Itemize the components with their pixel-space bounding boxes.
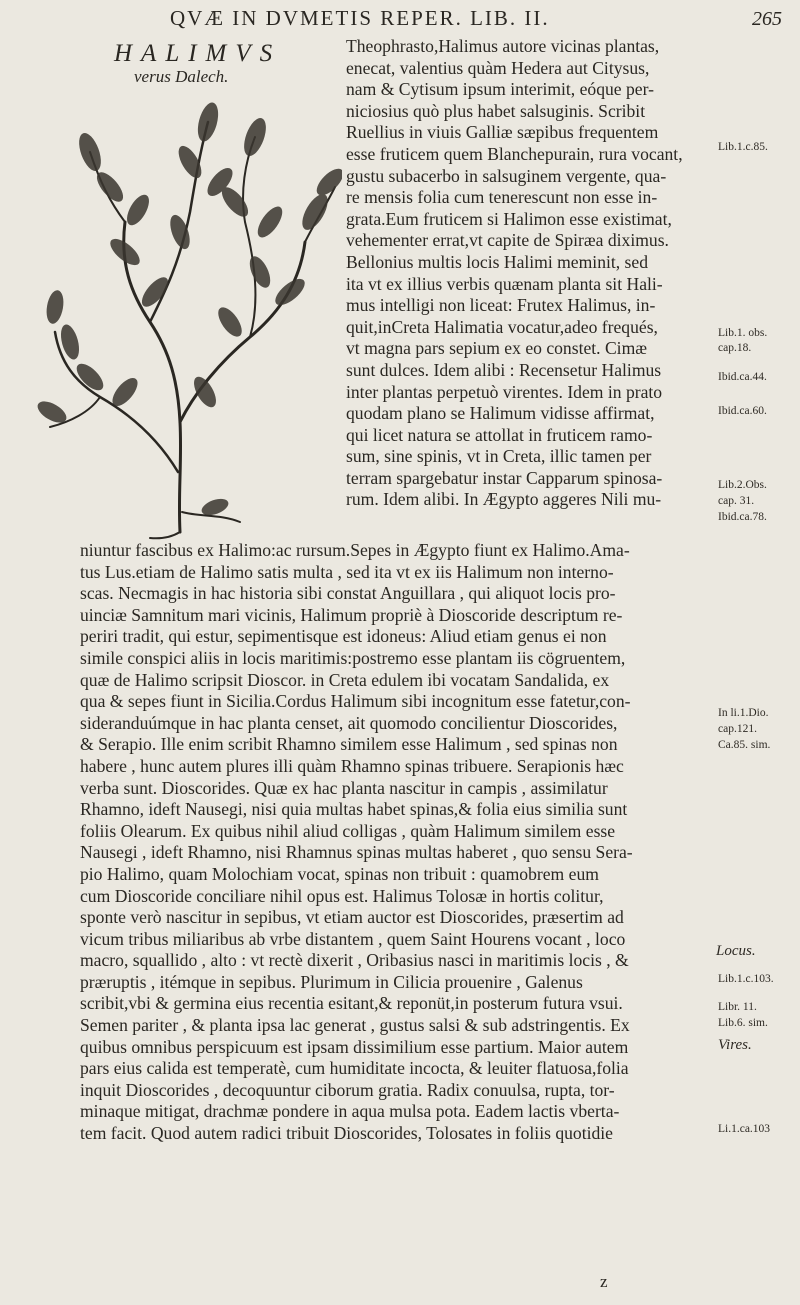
text-line: præruptis , itémque in sepibus. Plurimum in Cilicia prouenire , Galenus xyxy=(80,971,583,992)
text-line: pars eius calida est temperatè, cum humiditate incocta, & leuiter flatuosa,folia xyxy=(80,1058,629,1079)
margin-note: In li.1.Dio. xyxy=(718,707,769,719)
text-line: & Serapio. Ille enim scribit Rhamno similem esse Halimum , sed spinas non xyxy=(80,734,618,755)
margin-note: Ibid.ca.60. xyxy=(718,405,767,417)
text-line: habere , hunc autem plures illi quàm Rhamno spinas tribuere. Serapionis hæc xyxy=(80,755,624,776)
text-line: tem facit. Quod autem radici tribuit Dioscorides, Tolosates in foliis quotidie xyxy=(80,1123,613,1144)
margin-note: Lib.6. sim. xyxy=(718,1017,768,1029)
margin-note: Ibid.ca.44. xyxy=(718,371,767,383)
text-line: pio Halimo, quam Molochiam vocat, spinas non tribuit : quamobrem eum xyxy=(80,863,599,884)
margin-heading-locus: Locus. xyxy=(716,943,756,959)
figure-subtitle: verus Dalech. xyxy=(134,67,229,86)
text-line: terram spargebatur instar Capparum spinosa- xyxy=(346,467,663,488)
text-line: minaque mitigat, drachmæ pondere in aqua mulsa pota. Eadem lactis vberta- xyxy=(80,1101,620,1122)
text-line: quit,inCreta Halimatia vocatur,adeo frequés, xyxy=(346,316,658,337)
figure-title: HALIMVS xyxy=(114,40,282,67)
body-text-top xyxy=(346,36,683,511)
text-line: verba sunt. Dioscorides. Quæ ex hac planta nascitur in campis , assimilatur xyxy=(80,777,608,798)
text-line: grata.Eum fruticem si Halimon esse existimat, xyxy=(346,208,672,229)
halimus-plant-illustration xyxy=(30,92,342,540)
text-line: mus intelligi non liceat: Frutex Halimus, in- xyxy=(346,295,656,316)
text-line: rum. Idem alibi. In Ægypto aggeres Nili mu- xyxy=(346,489,662,510)
text-line: simile conspici aliis in locis maritimis:postremo esse plantam iis cögruentem, xyxy=(80,647,626,668)
text-line: ita vt ex illius verbis quænam planta sit Hali- xyxy=(346,273,663,294)
text-line: cum Dioscoride conciliare nihil opus est. Halimus Tolosæ in hortis colitur, xyxy=(80,885,604,906)
text-line: Nausegi , ideft Rhamno, nisi Rhamnus spinas multas haberet , quo sensu Sera- xyxy=(80,842,633,863)
text-line: tus Lus.etiam de Halimo satis multa , sed ita vt ex iis Halimum non interno- xyxy=(80,561,614,582)
margin-note: cap.18. xyxy=(718,342,752,354)
text-line: scribit,vbi & germina eius recentia esitant,& reponüt,in posterum futura vsui. xyxy=(80,993,623,1014)
body-text-full xyxy=(80,540,633,1145)
text-line: nam & Cytisum ipsum interimit, eóque per- xyxy=(346,79,654,100)
text-line: Semen pariter , & planta ipsa lac generat , gustus salsi & sub adstringentis. Ex xyxy=(80,1015,630,1036)
text-line: Theophrasto,Halimus autore vicinas plantas, xyxy=(346,36,660,56)
margin-note: Lib.1. obs. xyxy=(718,327,768,339)
text-line: Bellonius multis locis Halimi meminit, sed xyxy=(346,251,649,272)
text-line: vicum tribus miliaribus ab vrbe distantem , quem Saint Hourens vocant , loco xyxy=(80,928,626,949)
margin-note: Libr. 11. xyxy=(718,1001,757,1013)
margin-heading-vires: Vires. xyxy=(718,1037,752,1053)
text-line: sum, sine spinis, vt in Creta, illic tamen per xyxy=(346,446,652,467)
margin-note: Li.1.ca.103 xyxy=(718,1123,771,1135)
text-line: enecat, valentius quàm Hedera aut Citysus, xyxy=(346,57,650,78)
text-line: qui licet natura se attollat in fruticem ramo- xyxy=(346,424,653,445)
margin-note: Lib.2.Obs. xyxy=(718,479,767,491)
page-number: 265 xyxy=(752,8,782,30)
text-line: vehementer errat,vt capite de Spiræa diximus. xyxy=(346,230,669,251)
text-line: inquit Dioscorides , decoquuntur ciborum gratia. Radix conuulsa, rupta, tor- xyxy=(80,1079,615,1100)
text-line: Rhamno, ideft Nausegi, nisi quia multas habet spinas,& folia eius similia sunt xyxy=(80,799,628,820)
text-line: periri tradit, qui estur, sepimentisque est idoneus: Aliud etiam genus ei non xyxy=(80,626,607,647)
text-line: niuntur fascibus ex Halimo:ac rursum.Sepes in Ægypto fiunt ex Halimo.Ama- xyxy=(80,540,630,560)
text-line: scas. Necmagis in hac historia sibi constat Anguillara , qui aliquot locis pro- xyxy=(80,583,616,604)
text-line: sideranduúmque in hac planta censet, ait quomodo concilientur Dioscorides, xyxy=(80,712,618,733)
margin-note: Lib.1.c.85. xyxy=(718,141,768,153)
text-line: re mensis folia cum tenerescunt non esse in- xyxy=(346,187,658,208)
margin-note: Lib.1.c.103. xyxy=(718,973,774,985)
text-line: foliis Olearum. Ex quibus nihil aliud colligas , quàm Halimum similem esse xyxy=(80,820,616,841)
catchword: z xyxy=(600,1272,608,1291)
text-line: Ruellius in viuis Galliæ sæpibus frequentem xyxy=(346,122,659,143)
text-line: vt magna pars sepium ex eo constet. Cimæ xyxy=(346,338,647,359)
text-line: quæ de Halimo scripsit Dioscor. in Creta edulem ibi vocatam Sandalida, ex xyxy=(80,669,610,690)
margin-note: Ibid.ca.78. xyxy=(718,511,767,523)
text-line: uinciæ Samnitum mari vicinis, Halimum propriè à Dioscoride descriptum re- xyxy=(80,604,623,625)
margin-note: Ca.85. sim. xyxy=(718,739,771,751)
text-line: esse fruticem quem Blanchepurain, rura vocant, xyxy=(346,143,683,164)
margin-note: cap.121. xyxy=(718,723,757,735)
text-line: sponte verò nascitur in sepibus, vt etiam auctor est Dioscorides, præsertim ad xyxy=(80,907,624,928)
running-head: QVÆ IN DVMETIS REPER. LIB. II. xyxy=(170,6,550,30)
text-line: gustu subacerbo in salsuginem vergente, qua- xyxy=(346,165,667,186)
text-line: qua & sepes fiunt in Sicilia.Cordus Halimum sibi incognitum esse fatetur,con- xyxy=(80,691,631,712)
margin-note: cap. 31. xyxy=(718,495,755,507)
text-line: macro, squallido , alto : vt rectè dixerit , Oribasius nasci in maritimis locis , & xyxy=(80,950,629,971)
text-line: quibus omnibus perspicuum est ipsam dissimilium esse partium. Maior autem xyxy=(80,1036,629,1057)
text-line: quodam plano se Halimum vidisse affirmat, xyxy=(346,403,655,424)
text-line: sunt dulces. Idem alibi : Recensetur Halimus xyxy=(346,359,662,380)
text-line: inter plantas perpetuò virentes. Idem in prato xyxy=(346,381,663,402)
text-line: niciosius quò plus habet salsuginis. Scribit xyxy=(346,100,646,121)
